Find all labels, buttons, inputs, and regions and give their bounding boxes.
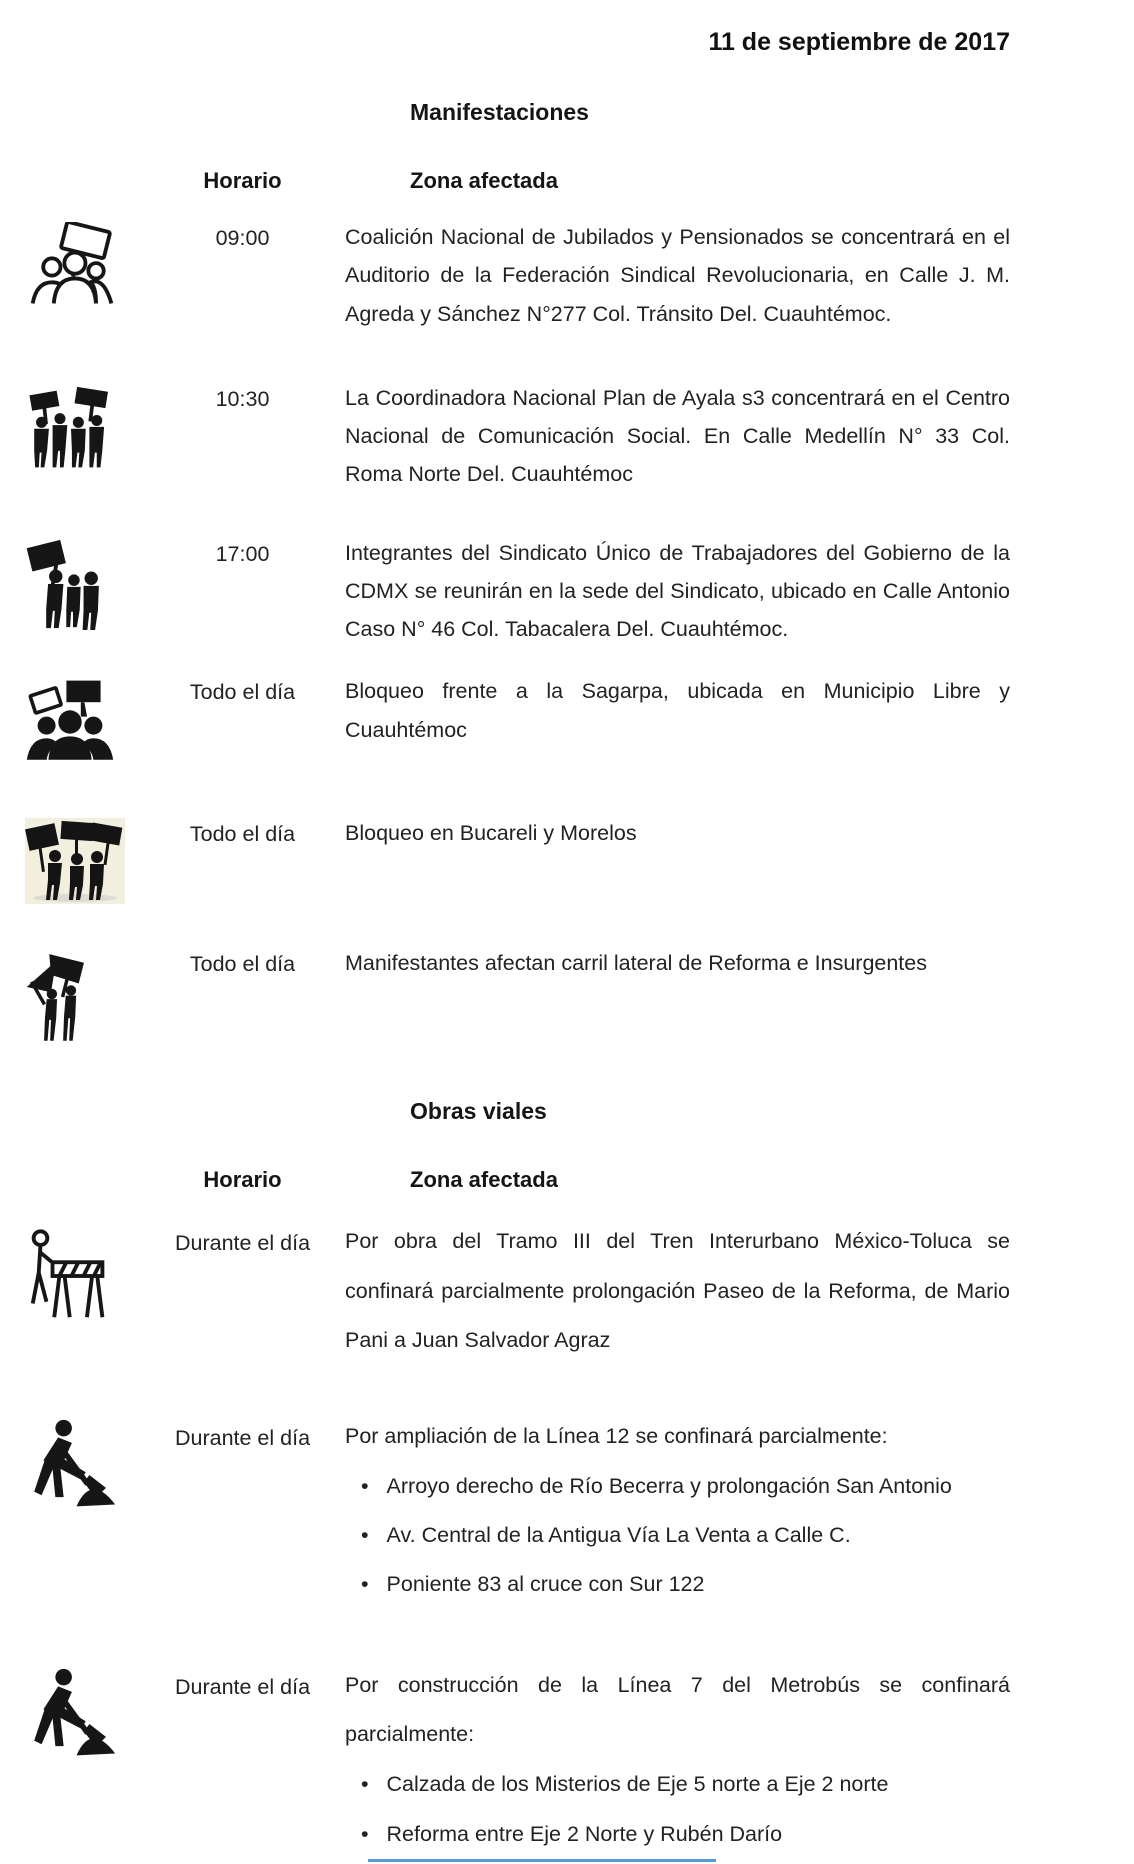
- row-description: Bloqueo en Bucareli y Morelos: [345, 821, 637, 846]
- schedule-row: [25, 672, 1010, 768]
- row-time: Durante el día: [174, 1425, 311, 1450]
- digging-worker-icon: [25, 1416, 117, 1512]
- document-content: [0, 28, 1134, 1864]
- row-time: 17:00: [215, 541, 270, 566]
- schedule-row: [25, 1412, 1010, 1615]
- affected-streets-list: [345, 1467, 1010, 1604]
- row-icon-cell: [25, 218, 140, 310]
- row-icon-cell: [25, 1661, 140, 1761]
- schedule-row: [25, 1661, 1010, 1864]
- bullet-item: • Poniente 83 al cruce con Sur 122: [345, 1565, 1010, 1604]
- digging-worker-icon: [25, 1665, 117, 1761]
- protesters-signs-silhouette-icon: [25, 383, 117, 469]
- section-title-obras-viales: Obras viales: [410, 1098, 547, 1125]
- header-spacer: [25, 1165, 140, 1169]
- document-date: 11 de septiembre de 2017: [708, 28, 1010, 56]
- row-time: Todo el día: [189, 822, 296, 847]
- section-title-manifestaciones: Manifestaciones: [410, 99, 589, 125]
- row-icon-cell: [25, 1217, 140, 1331]
- row-time: Durante el día: [174, 1231, 311, 1256]
- schedule-row: [25, 534, 1010, 649]
- row-description: Coalición Nacional de Jubilados y Pensionados se concentrará en el Auditorio de la Federación Sindical Revolucionaria, en Calle J. M. Agreda y Sánchez N°277 Col. Tránsito Del. Cuauhtémoc.: [345, 225, 1010, 326]
- row-time: Todo el día: [189, 952, 296, 977]
- column-header-zona-afectada: Zona afectada: [410, 168, 558, 193]
- worker-barrier-outline-icon: [25, 1221, 111, 1331]
- bullet-item: • Calzada de los Misterios de Eje 5 norte a Eje 2 norte: [345, 1765, 1010, 1804]
- row-description: Integrantes del Sindicato Único de Trabajadores del Gobierno de la CDMX se reunirán en la sede del Sindicato, ubicado en Calle Antonio Caso N° 46 Col. Tabacalera Del. Cuauhtémoc.: [345, 540, 1010, 642]
- flag-wavers-silhouette-icon: [25, 948, 103, 1052]
- row-description-text: Por construcción de la Línea 7 del Metrobús se confinará parcialmente:: [345, 1672, 1010, 1746]
- affected-streets-list: [345, 1765, 1010, 1853]
- column-header-horario: Horario: [203, 1167, 282, 1193]
- bullet-item: • Reforma entre Eje 2 Norte y Rubén Darío: [345, 1815, 1010, 1854]
- row-description: [345, 1217, 1010, 1365]
- row-description: Bloqueo frente a la Sagarpa, ubicada en Municipio Libre y Cuauhtémoc: [345, 679, 1010, 742]
- row-description: [345, 1412, 1010, 1615]
- row-description: La Coordinadora Nacional Plan de Ayala s3 concentrará en el Centro Nacional de Comunicación Social. En Calle Medellín N° 33 Col. Roma Norte Del. Cuauhtémoc: [345, 385, 1010, 487]
- schedule-row: [25, 218, 1010, 333]
- schedule-row: [25, 1217, 1010, 1365]
- schedule-row: [25, 814, 1010, 904]
- crowd-placard-solid-icon: [25, 676, 115, 768]
- crowd-placard-outline-icon: [25, 222, 121, 310]
- row-time: Durante el día: [174, 1674, 311, 1699]
- bullet-item: • Av. Central de la Antigua Vía La Venta a Calle C.: [345, 1516, 1010, 1555]
- row-icon-cell: [25, 814, 140, 904]
- row-time: 10:30: [215, 386, 270, 411]
- row-time: 09:00: [215, 226, 270, 250]
- row-description-text: Por ampliación de la Línea 12 se confinará parcialmente:: [345, 1423, 888, 1448]
- row-icon-cell: [25, 944, 140, 1052]
- row-description: Manifestantes afectan carril lateral de Reforma e Insurgentes: [345, 951, 927, 976]
- march-flag-silhouette-icon: [25, 538, 121, 630]
- schedule-row: [25, 944, 1010, 1052]
- row-icon-cell: [25, 379, 140, 469]
- protesters-flags-photo-icon: [25, 818, 125, 904]
- row-icon-cell: [25, 534, 140, 630]
- row-description-text: Por obra del Tramo III del Tren Interurbano México-Toluca se confinará parcialmente prolongación Paseo de la Reforma, de Mario Pani a Juan Salvador Agraz: [345, 1229, 1010, 1353]
- row-time: Todo el día: [189, 680, 296, 705]
- column-header-zona-afectada: Zona afectada: [410, 1167, 558, 1193]
- row-description: [345, 1661, 1010, 1864]
- column-header-row: [25, 1165, 1010, 1193]
- row-icon-cell: [25, 1412, 140, 1512]
- column-header-row: [25, 166, 1010, 194]
- header-spacer: [25, 166, 140, 170]
- column-header-horario: Horario: [203, 168, 282, 193]
- schedule-row: [25, 379, 1010, 494]
- bullet-item: • Arroyo derecho de Río Becerra y prolongación San Antonio: [345, 1467, 1010, 1506]
- bottom-divider: [368, 1859, 716, 1862]
- row-icon-cell: [25, 672, 140, 768]
